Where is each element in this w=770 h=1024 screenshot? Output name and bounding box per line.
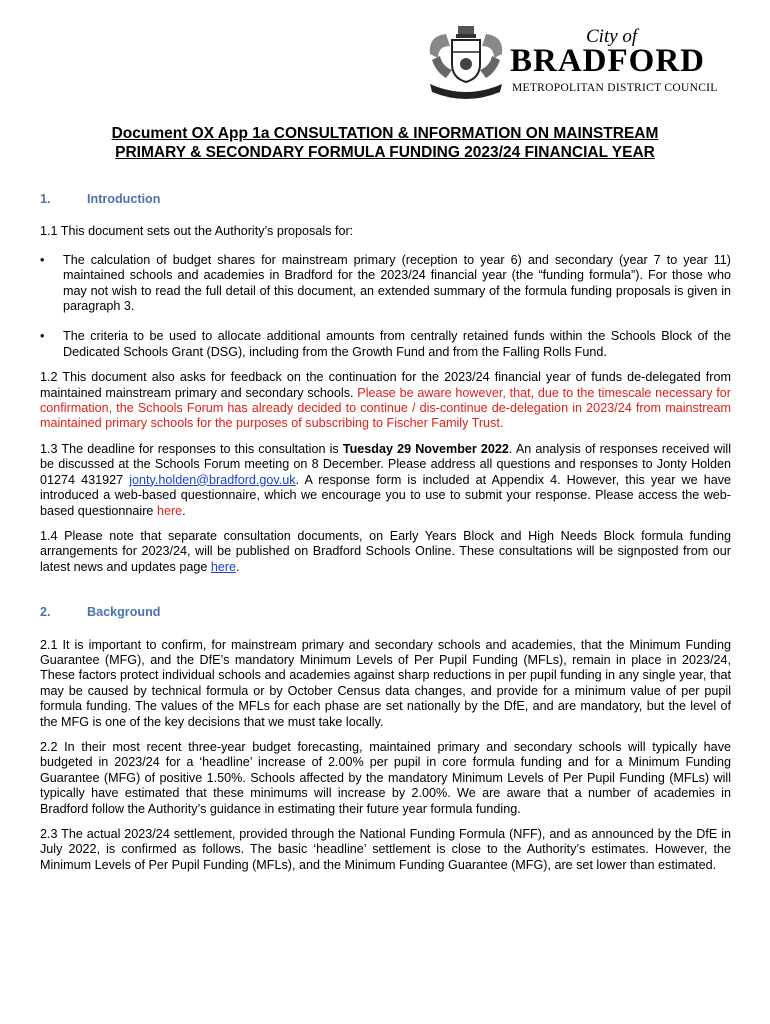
paragraph-1-4 xyxy=(40,529,731,575)
document-title xyxy=(40,124,730,162)
city-of-text: City of xyxy=(586,26,638,47)
paragraph-text: . A response form is included at Appendix 4. However, this year we have introduced a web-based questionnaire, which we encourage you to use to submit your response. Please access the web-based questionnaire xyxy=(40,472,731,518)
paragraph-text: . xyxy=(182,503,186,518)
section-heading-introduction xyxy=(40,192,731,207)
paragraph-1-1: 1.1 This document sets out the Authority’s proposals for: xyxy=(40,224,354,239)
section-title: Introduction xyxy=(87,192,161,206)
title-line-1: Document OX App 1a CONSULTATION & INFORMATION ON MAINSTREAM xyxy=(111,125,659,142)
paragraph-text: 1.3 The deadline for responses to this consultation is xyxy=(40,441,343,456)
news-page-link[interactable]: here xyxy=(210,559,237,574)
paragraph-text: 1.4 Please note that separate consultation documents, on Early Years Block and High Needs Block formula funding arrangements for 2023/24, will be published on Bradford Schools Online. These consultations will be signposted from our latest news and updates page xyxy=(40,528,731,574)
paragraph-2-3: 2.3 The actual 2023/24 settlement, provided through the National Funding Formula (NFF), and as announced by the DfE in July 2022, is confirmed as follows. The basic ‘headline’ settlement is close to the Authority’s estimates. However, the Minimum Levels of Per Pupil Funding (MFLs), and the Minimum Funding Guarantee (MFG), are set lower than estimated. xyxy=(40,827,731,872)
council-logo xyxy=(424,22,744,102)
questionnaire-link[interactable]: here xyxy=(156,503,183,518)
paragraph-1-3 xyxy=(40,442,731,519)
section-heading-background xyxy=(40,605,731,620)
paragraph-text: . An analysis of responses received will be discussed at the Schools Forum meeting on 8 December. Please address all questions and responses to Jonty Holden 01274 431927 xyxy=(40,441,731,487)
paragraph-2-2: 2.2 In their most recent three-year budget forecasting, maintained primary and secondary schools will typically have budgeted in 2023/24 for a ‘headline’ increase of 2.00% per pupil in core formula funding and for a Minimum Funding Guarantee (MFG) of positive 1.50%. Schools affected by the mandatory Minimum Levels of Per Pupil Funding (MFLs) will typically have estimated that these minimums will increase by 2.00%. We are aware that a number of academies in Bradford follow the Authority’s guidance in estimating their future year formula funding. xyxy=(40,739,731,816)
paragraph-2-1: 2.1 It is important to confirm, for mainstream primary and secondary schools and academies, that the Minimum Funding Guarantee (MFG), and the DfE’s mandatory Minimum Levels of Per Pupil Funding (MFLs), remain in place in 2023/24, These factors protect individual schools and academies against sharp reductions in per pupil funding in any single year, that may be caused by technical formula or by October Census data changes, and provide for a minimum value of per pupil formula funding. The values of the MFLs for each phase are set nationally by the DfE, and are mandatory, but the level of the MFG is one of the key decisions that we must take locally. xyxy=(40,637,731,729)
proposals-list xyxy=(40,253,731,360)
list-item: • The calculation of budget shares for mainstream primary (reception to year 6) and secondary (year 7 to year 11) maintained schools and academies in Bradford for the 2023/24 financial year (the “funding formula”). For those who may not wish to read the full detail of this document, an extended summary of the formula funding proposals is given in paragraph 3. xyxy=(40,253,731,315)
list-item: • The criteria to be used to allocate additional amounts from centrally retained funds within the Schools Block of the Dedicated Schools Grant (DSG), including from the Growth Fund and from the Falling Rolls Fund. xyxy=(40,329,731,360)
title-line-2: PRIMARY & SECONDARY FORMULA FUNDING 2023/24 FINANCIAL YEAR xyxy=(115,144,655,161)
coat-of-arms-icon xyxy=(424,24,508,100)
bradford-wordmark: BRADFORD xyxy=(510,43,705,79)
deadline-date: Tuesday 29 November 2022 xyxy=(342,441,509,456)
email-link[interactable]: jonty.holden@bradford.gov.uk xyxy=(129,472,296,487)
council-subtitle: METROPOLITAN DISTRICT COUNCIL xyxy=(512,82,718,94)
paragraph-1-2 xyxy=(40,370,731,432)
highlighted-notice: Please be aware however, that, due to the timescale necessary for confirmation, the Schools Forum has already decided to continue / dis-continue de-delegation in 2023/24 from mainstream maintained primary schools for the purposes of subscribing to Fischer Family Trust. xyxy=(40,385,731,431)
section-number: 1. xyxy=(40,192,51,206)
section-number: 2. xyxy=(40,605,51,620)
paragraph-text: . xyxy=(236,559,240,574)
document-body xyxy=(40,192,731,883)
paragraph-text: 1.2 This document also asks for feedback on the continuation for the 2023/24 financial year of funds de-delegated from maintained mainstream primary and secondary schools. xyxy=(40,370,731,400)
section-title: Background xyxy=(87,605,161,620)
